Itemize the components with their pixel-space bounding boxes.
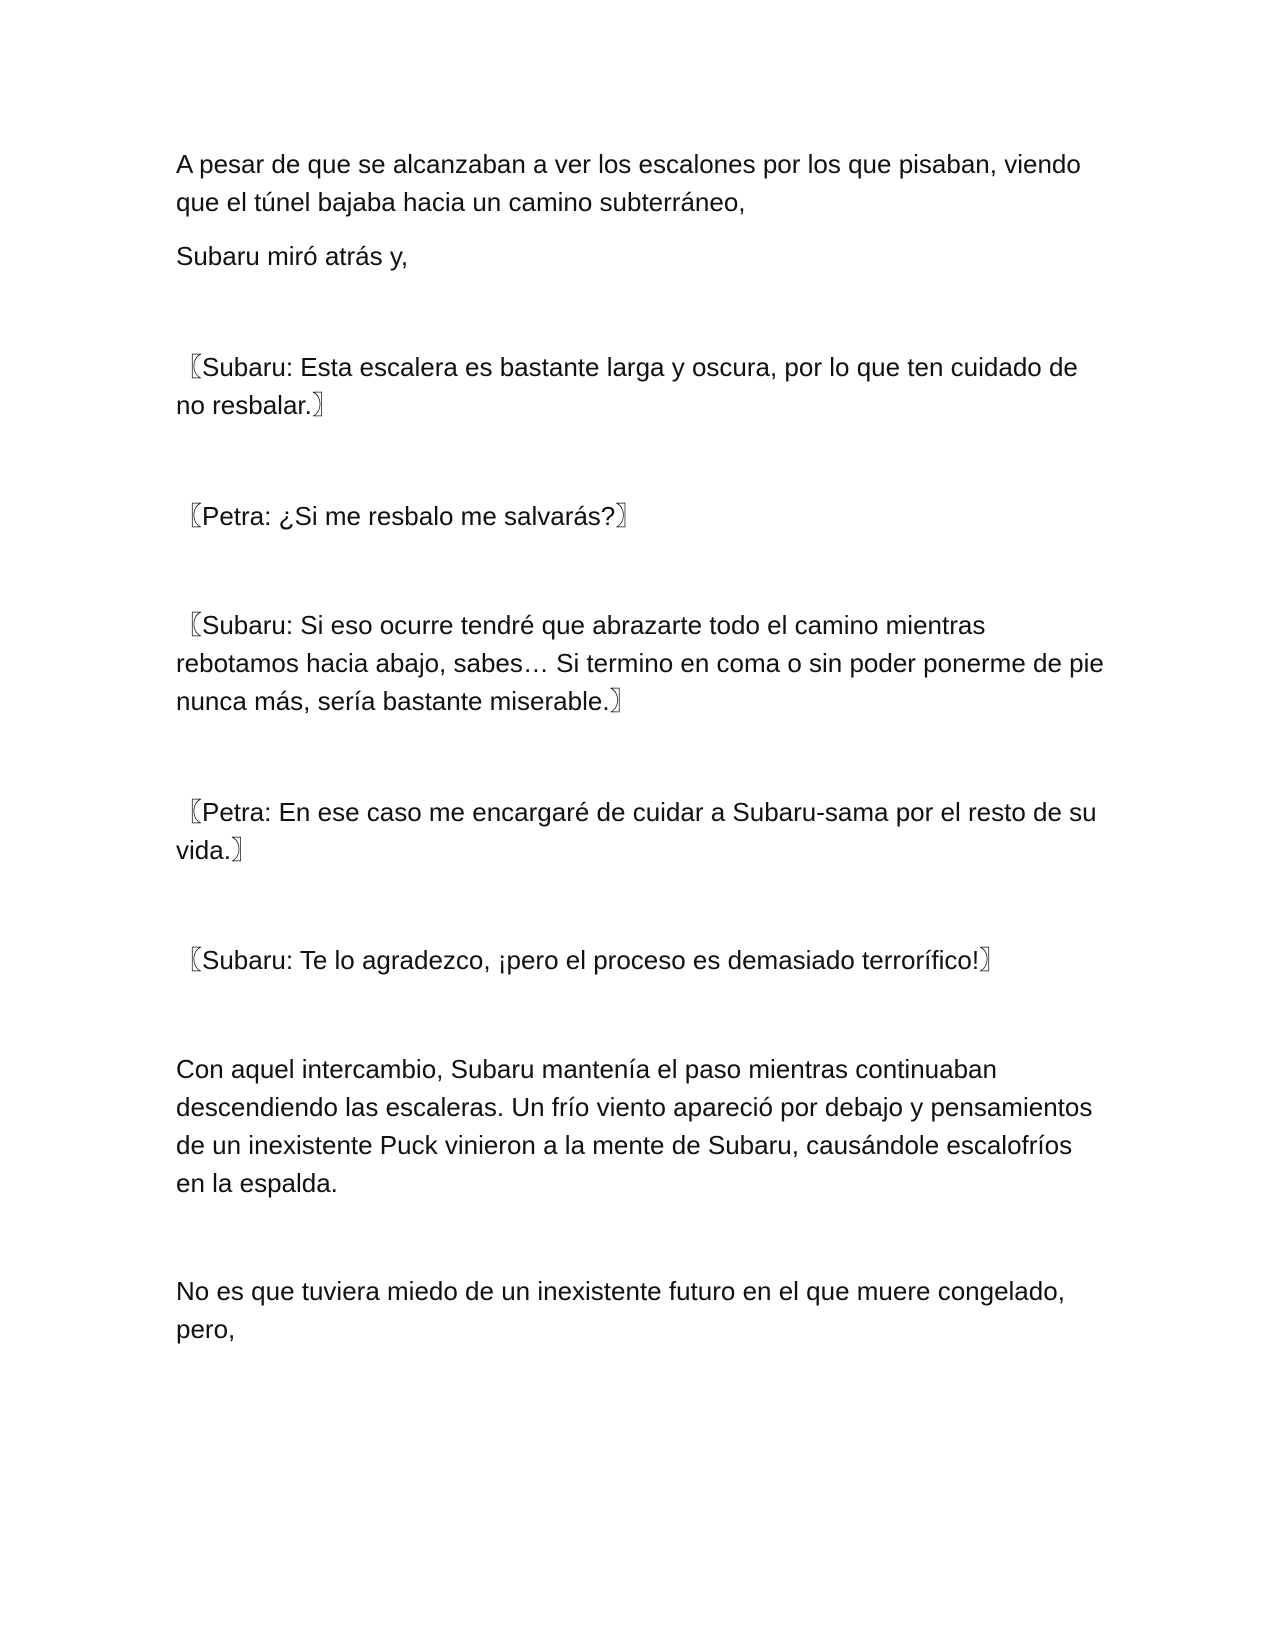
dialogue-petra-2: 〖Petra: En ese caso me encargaré de cuidar a Subaru-sama por el resto de su vida.〗 <box>176 797 1097 865</box>
dialogue-subaru-3: 〖Subaru: Te lo agradezco, ¡pero el proceso es demasiado terrorífico!〗 <box>176 945 1006 975</box>
paragraph-4: No es que tuviera miedo de un inexistente futuro en el que muere congelado, pero, <box>176 1276 1065 1344</box>
dialogue-subaru-1: 〖Subaru: Esta escalera es bastante larga y oscura, por lo que ten cuidado de no resbalar.〗 <box>176 352 1078 420</box>
paragraph-2: Subaru miró atrás y, <box>176 241 409 271</box>
paragraph-3: Con aquel intercambio, Subaru mantenía el paso mientras continuaban descendiendo las escaleras. Un frío viento apareció por debajo y pensamientos de un inexistente Puck vinieron a la mente de Subaru, causándole escalofríos en la espalda. <box>176 1054 1093 1198</box>
paragraph-1: A pesar de que se alcanzaban a ver los escalones por los que pisaban, viendo que el túnel bajaba hacia un camino subterráneo, <box>176 149 1081 217</box>
dialogue-subaru-2: 〖Subaru: Si eso ocurre tendré que abrazarte todo el camino mientras rebotamos hacia abajo, sabes… Si termino en coma o sin poder ponerme de pie nunca más, sería bastante miserable.〗 <box>176 610 1104 716</box>
dialogue-petra-1: 〖Petra: ¿Si me resbalo me salvarás?〗 <box>176 501 642 531</box>
